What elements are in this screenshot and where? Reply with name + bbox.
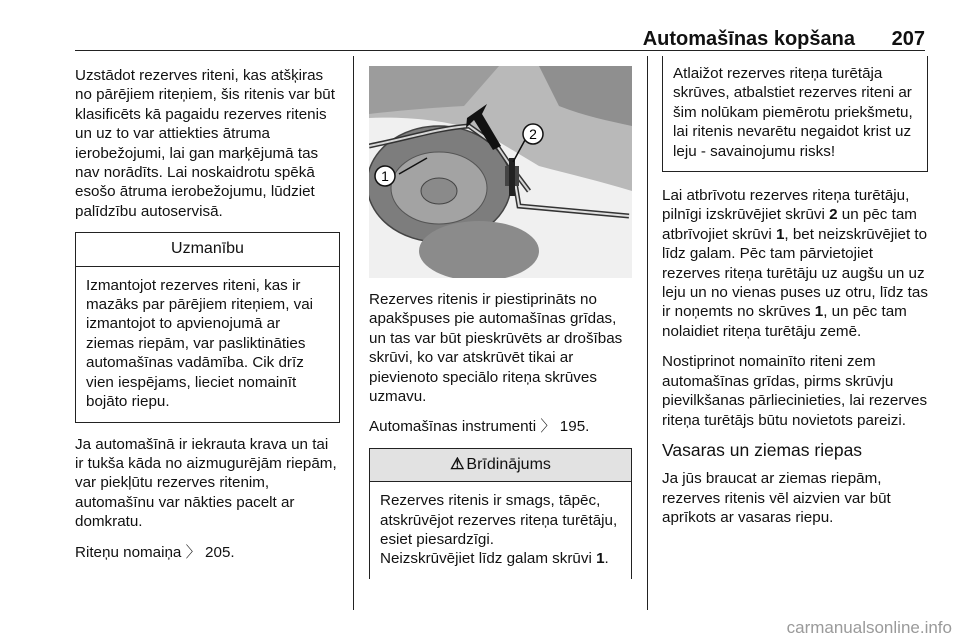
paragraph-wheel-change-ref: [75, 543, 340, 562]
column-2: [369, 66, 632, 579]
page-number: 207: [891, 28, 925, 50]
page-ref-arrow-icon: 〉: [540, 418, 556, 436]
warning-text-2: Neizskrūvējiet līdz galam skrūvi 1.: [380, 550, 609, 568]
column-divider-2: [647, 56, 648, 610]
section-heading-tyres: Vasaras un ziemas riepas: [662, 439, 863, 460]
page-header: [75, 24, 925, 48]
paragraph-spare-wheel-mount: Rezerves ritenis ir piestiprināts no apakšpuses pie automašīnas grīdas, un tas var būt pieskrūvēts ar drošības skrūvi, ko var atskrūvēt tikai ar pievienoto speciālo riteņa skrūves uzmavu.: [369, 291, 623, 406]
spare-wheel-illustration: [369, 66, 632, 278]
warning-box: [369, 448, 632, 579]
callout-2: 2: [529, 126, 537, 142]
watermark: carmanualsonline.info: [786, 618, 952, 637]
paragraph-loaded-vehicle: Ja automašīnā ir iekrauta krava un tai ir tukša kāda no aizmugurējām riepām, var piekļūtu rezerves ritenim, automašīnu var nākties pacelt ar domkratu.: [75, 435, 337, 531]
paragraph-secure-wheel: Nostiprinot nomainīto riteni zem automašīnas grīdas, pirms skrūvju pievilkšanas pārliecinieties, lai rezerves riteņa turētājs būtu novietots pareizi.: [662, 353, 928, 429]
caution-text: Izmantojot rezerves riteni, kas ir mazāks par pārējiem riteņiem, vai izmantojot to apvienojumā ar ziemas riepām, var pasliktināties automašīnas vadāmība. Cik drīz vien iespējams, lieciet nomainīt bojāto riepu.: [86, 276, 314, 411]
column-1: [75, 66, 340, 573]
ref-text: Riteņu nomaiņa: [75, 543, 182, 561]
column-3: [662, 56, 928, 539]
ref-text: Automašīnas instrumenti: [369, 418, 537, 436]
callout-1: 1: [381, 168, 389, 184]
paragraph-release-carrier: Lai atbrīvotu rezerves riteņa turētāju, pilnīgi izskrūvējiet skrūvi 2 un pēc tam atbrīvojiet skrūvi 1, bet neizskrūvējiet to līdz galam. Pēc tam pārvietojiet rezerves riteņa turētāju uz augšu un uz leju un no vienas puses uz otru, līdz tas ir noņemts no skrūves 1, un pēc tam nolaidiet riteņa turētāju zemē.: [662, 187, 928, 340]
section-title: Automašīnas kopšana: [642, 28, 855, 50]
column-divider-1: [353, 56, 354, 610]
ref-link[interactable]: 195.: [559, 418, 590, 436]
warning-text: Rezerves ritenis ir smags, tāpēc, atskrūvējot rezerves riteņa turētāju, esiet piesardzīgi.: [380, 492, 618, 549]
caution-box: [75, 232, 340, 422]
caution-title: Uzmanību: [76, 233, 339, 266]
paragraph-tools-ref: [369, 417, 632, 436]
warning-header: [370, 449, 631, 482]
paragraph-winter-tyres: Ja jūs braucat ar ziemas riepām, rezerves ritenis vēl aizvien var būt aprīkots ar vasaras riepu.: [662, 470, 891, 527]
warning-continued-text: Atlaižot rezerves riteņa turētāja skrūves, atbalstiet rezerves riteni ar šim nolūkam piemērotu priekšmetu, lai ritenis nevarētu negaidot krist uz leju - savainojumu risks!: [673, 65, 913, 160]
warning-title: Brīdinājums: [466, 455, 551, 473]
warning-body: [370, 482, 631, 579]
warning-box-continued: [662, 56, 928, 172]
page-ref-arrow-icon: 〉: [185, 543, 201, 561]
paragraph-spare-wheel-speed: Uzstādot rezerves riteni, kas atšķiras no pārējiem riteņiem, šis ritenis var būt klasificēts kā pagaidu rezerves ritenis un uz to var attiekties ātruma ierobežojumi, lai gan marķējumā tas nav norādīts. Lai noskaidrotu spēkā esošo ātruma ierobežojumu, lūdziet palīdzību autoservisā.: [75, 67, 335, 220]
header-divider: [75, 50, 925, 51]
warning-triangle-icon: ⚠: [450, 455, 465, 473]
ref-link[interactable]: 205.: [205, 543, 235, 561]
